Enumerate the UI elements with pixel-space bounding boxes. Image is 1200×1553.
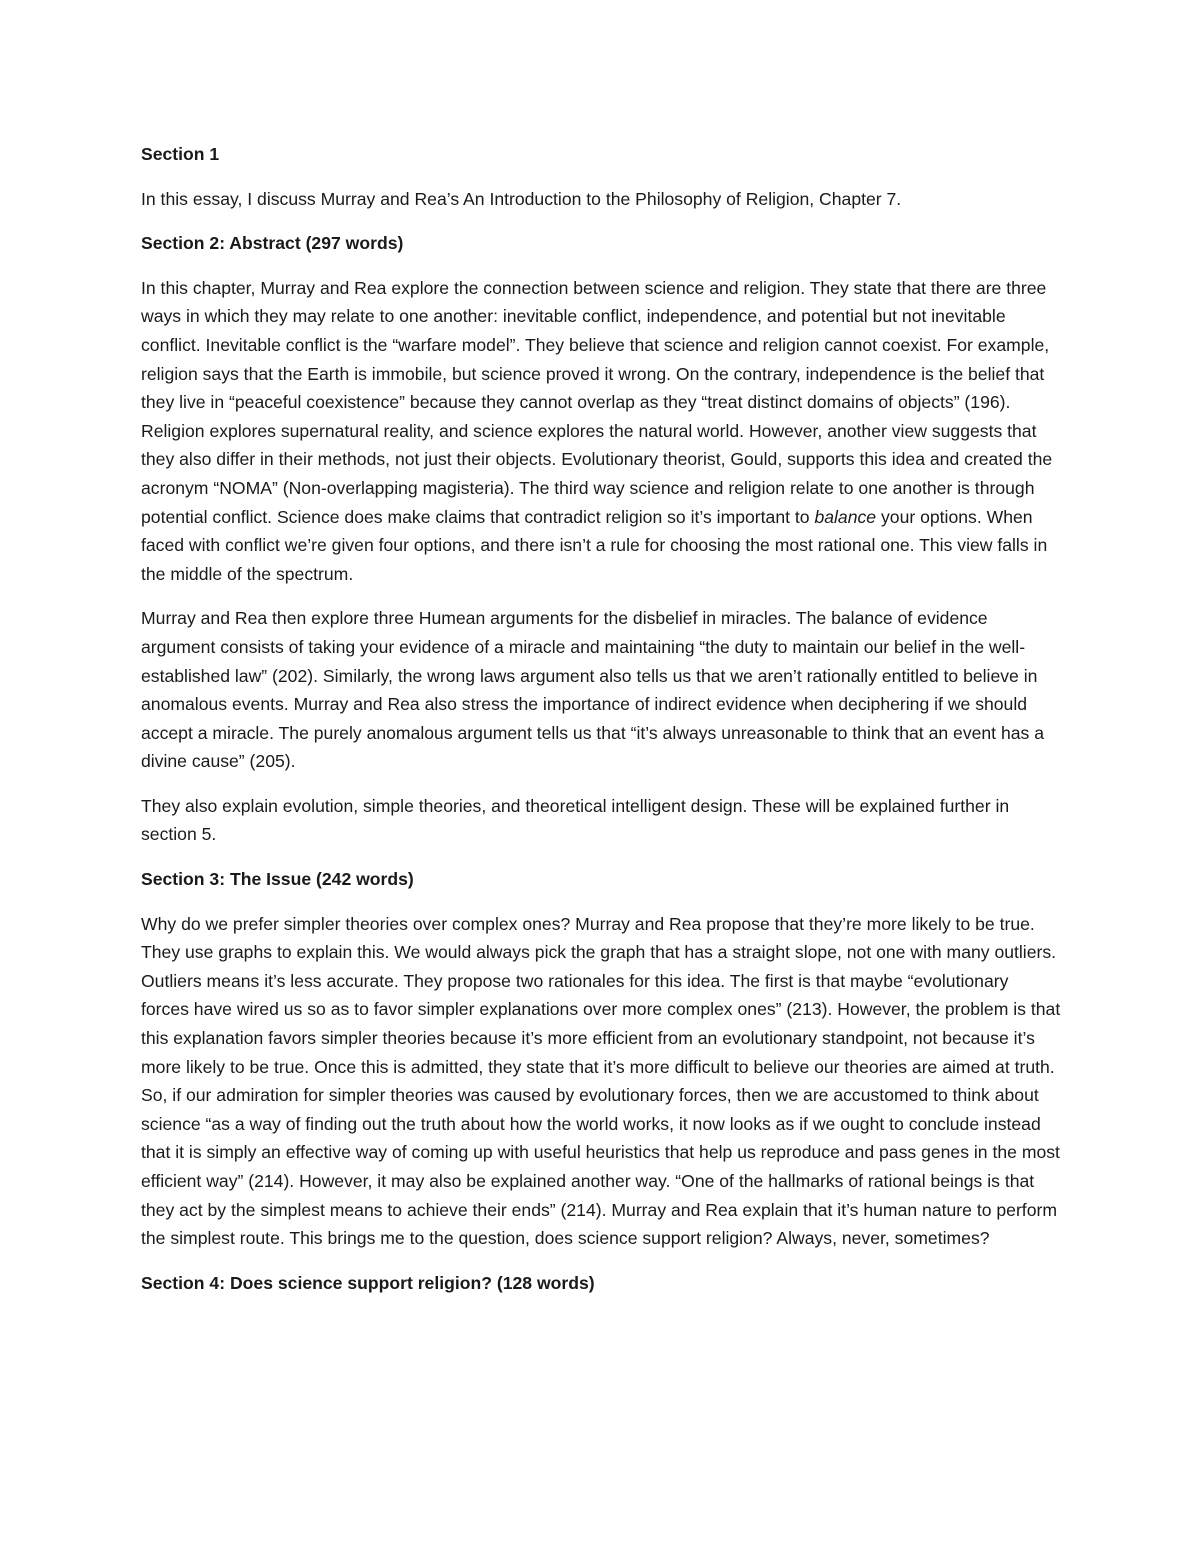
section-2-paragraph-1-part-b: your options. When faced with conflict we’re given four options, and there isn’t a rule for choosing the most rational one. This view falls in the middle of the spectrum. — [141, 506, 1048, 584]
section-2-paragraph-1-part-a: In this chapter, Murray and Rea explore the connection between science and religion. They state that there are three ways in which they may relate to one another: inevitable conflict, independence, and potential but not inevitable conflict. Inevitable conflict is the “warfare model”. They believe that science and religion cannot coexist. For example, religion says that the Earth is immobile, but science proved it wrong. On the contrary, independence is the belief that they live in “peaceful coexistence” because they cannot overlap as they “treat distinct domains of objects” (196). Religion explores supernatural reality, and science explores the natural world. However, another view suggests that they also differ in their methods, not just their objects. Evolutionary theorist, Gould, supports this idea and created the acronym “NOMA” (Non-overlapping magisteria). The third way science and religion relate to one another is through potential conflict. Science does make claims that contradict religion so it’s important to — [141, 277, 1053, 527]
section-3-paragraph-1: Why do we prefer simpler theories over complex ones? Murray and Rea propose that they’re more likely to be true. They use graphs to explain this. We would always pick the graph that has a straight slope, not one with many outliers. Outliers means it’s less accurate. They propose two rationales for this idea. The first is that maybe “evolutionary forces have wired us so as to favor simpler explanations over more complex ones” (213). However, the problem is that this explanation favors simpler theories because it’s more efficient from an evolutionary standpoint, not because it’s more likely to be true. Once this is admitted, they state that it’s more difficult to believe our theories are aimed at truth. So, if our admiration for simpler theories was caused by evolutionary forces, then we are accustomed to think about science “as a way of finding out the truth about how the world works, it now looks as if we ought to conclude instead that it is simply an effective way of coming up with useful heuristics that help us reproduce and pass genes in the most efficient way” (214). However, it may also be explained another way. “One of the hallmarks of rational beings is that they act by the simplest means to achieve their ends” (214). Murray and Rea explain that it’s human nature to perform the simplest route. This brings me to the question, does science support religion? Always, never, sometimes? — [141, 913, 1061, 1249]
section-2-paragraph-3: They also explain evolution, simple theories, and theoretical intelligent design. These will be explained further in section 5. — [141, 795, 1010, 845]
section-2-paragraph-1-emphasis: balance — [814, 506, 877, 527]
section-2-paragraph-1 — [141, 274, 1061, 589]
section-4-heading: Section 4: Does science support religion? (128 words) — [141, 1272, 595, 1293]
section-3-heading: Section 3: The Issue (242 words) — [141, 869, 414, 890]
document-page — [141, 140, 1061, 1313]
section-2-paragraph-2: Murray and Rea then explore three Humean arguments for the disbelief in miracles. The balance of evidence argument consists of taking your evidence of a miracle and maintaining “the duty to maintain our belief in the well-established law” (202). Similarly, the wrong laws argument also tells us that we aren’t rationally entitled to believe in anomalous events. Murray and Rea also stress the importance of indirect evidence when deciphering if we should accept a miracle. The purely anomalous argument tells us that “it’s always unreasonable to think that an event has a divine cause” (205). — [141, 608, 1045, 772]
section-2-heading: Section 2: Abstract (297 words) — [141, 233, 404, 254]
section-1-text: In this essay, I discuss Murray and Rea’s An Introduction to the Philosophy of Religion, Chapter 7. — [141, 188, 902, 209]
section-1-heading: Section 1 — [141, 144, 220, 164]
